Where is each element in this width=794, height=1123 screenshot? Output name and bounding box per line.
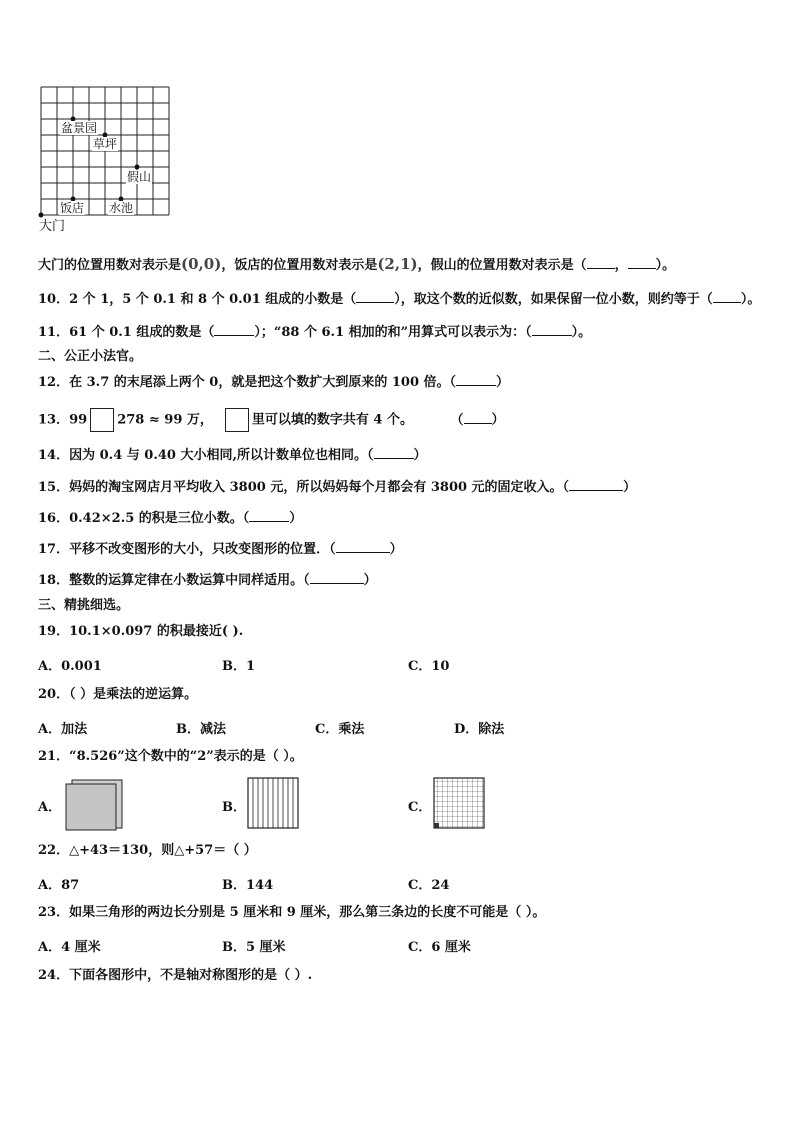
question-17 bbox=[38, 540, 403, 559]
q23-number: 23． bbox=[38, 905, 70, 920]
q20-option-c[interactable]: C．乘法 bbox=[315, 722, 365, 737]
q22-number: 22． bbox=[38, 843, 70, 858]
q21-option-a[interactable]: A． bbox=[38, 800, 62, 815]
question-20 bbox=[38, 686, 197, 704]
q23-option-b[interactable]: B．5 厘米 bbox=[222, 940, 286, 955]
q9-text-c: ，假山的位置用数对表示是（ bbox=[417, 258, 587, 273]
q20-number: 20． bbox=[38, 687, 70, 702]
q10-blank-1[interactable] bbox=[356, 290, 394, 303]
q18-close: ） bbox=[363, 573, 377, 588]
q20-option-b[interactable]: B．减法 bbox=[176, 722, 226, 737]
q9-text-a: 大门的位置用数对表示是 bbox=[38, 258, 182, 273]
q22-option-b[interactable]: B．144 bbox=[222, 878, 274, 893]
q9-blank-y[interactable] bbox=[628, 256, 656, 269]
q11-number: 11． bbox=[38, 325, 70, 340]
q14-text: 因为 0.4 与 0.40 大小相同,所以计数单位也相同。（ bbox=[69, 448, 374, 463]
q24-text: 下面各图形中，不是轴对称图形的是（ ）. bbox=[69, 968, 313, 983]
q13-blank[interactable] bbox=[464, 411, 492, 424]
q15-number: 15． bbox=[38, 480, 70, 495]
rockery-label: 假山 bbox=[127, 170, 152, 184]
q15-blank[interactable] bbox=[569, 478, 623, 491]
q24-number: 24． bbox=[38, 968, 70, 983]
section-3-heading: 三、精挑细选。 bbox=[38, 598, 130, 613]
hundred-grid bbox=[434, 778, 484, 828]
q19-option-b[interactable]: B．1 bbox=[222, 659, 256, 674]
q10-close: ）。 bbox=[740, 292, 761, 307]
question-13 bbox=[38, 408, 505, 433]
q13-text-b: 278 ≈ 99 万， bbox=[117, 412, 213, 428]
q9-text-b: ，饭店的位置用数对表示是 bbox=[221, 258, 378, 273]
restaurant-label: 饭店 bbox=[60, 201, 85, 215]
q16-blank[interactable] bbox=[249, 509, 289, 522]
q11-close: ）。 bbox=[571, 325, 592, 340]
q10-number: 10． bbox=[38, 292, 70, 307]
q12-text: 在 3.7 的末尾添上两个 0，就是把这个数扩大到原来的 100 倍。（ bbox=[69, 375, 457, 390]
q18-text: 整数的运算定律在小数运算中同样适用。（ bbox=[69, 573, 310, 588]
gate-label: 大门 bbox=[39, 219, 66, 234]
q23-option-c[interactable]: C．6 厘米 bbox=[408, 940, 471, 955]
question-15 bbox=[38, 478, 636, 497]
q22-option-c[interactable]: C．24 bbox=[408, 878, 450, 893]
q20-option-a[interactable]: A．加法 bbox=[38, 722, 88, 737]
question-9 bbox=[38, 255, 675, 275]
question-10 bbox=[38, 290, 760, 309]
q19-option-c[interactable]: C．10 bbox=[408, 659, 450, 674]
question-22 bbox=[38, 842, 257, 860]
q21-option-b[interactable]: B． bbox=[222, 800, 246, 815]
q21-option-c[interactable]: C． bbox=[408, 800, 432, 815]
q18-number: 18． bbox=[38, 573, 70, 588]
q9-blank-x[interactable] bbox=[587, 256, 615, 269]
q13-box-2[interactable] bbox=[225, 408, 249, 432]
q17-number: 17． bbox=[38, 542, 70, 557]
q16-close: ） bbox=[289, 511, 303, 526]
question-12 bbox=[38, 373, 509, 392]
question-18 bbox=[38, 571, 377, 590]
section-2-heading: 二、公正小法官。 bbox=[38, 349, 143, 364]
q15-text: 妈妈的淘宝网店月平均收入 3800 元，所以妈妈每个月都会有 3800 元的固定收入。（ bbox=[69, 480, 570, 495]
question-11 bbox=[38, 323, 591, 342]
q22-text: △+43＝130，则△+57＝（ ） bbox=[69, 843, 257, 858]
q21-text: “8.526”这个数中的“2”表示的是（ ）。 bbox=[69, 749, 303, 764]
shaded-cell bbox=[434, 823, 439, 828]
q9-math-b: (2,1) bbox=[377, 255, 418, 273]
q22-option-a[interactable]: A．87 bbox=[38, 878, 80, 893]
q13-box-1[interactable] bbox=[90, 408, 114, 432]
q9-close: ）。 bbox=[655, 258, 676, 273]
q12-close: ） bbox=[496, 375, 510, 390]
q9-comma: ， bbox=[614, 258, 628, 273]
garden-label: 盆景园 bbox=[61, 121, 98, 135]
location-map bbox=[30, 80, 180, 240]
map-grid-lines bbox=[41, 87, 169, 215]
q19-number: 19． bbox=[38, 624, 70, 639]
q9-math-a: (0,0) bbox=[181, 255, 222, 273]
question-19 bbox=[38, 623, 243, 641]
rockery-point bbox=[135, 165, 140, 170]
front-square bbox=[66, 784, 116, 830]
q23-option-a[interactable]: A．4 厘米 bbox=[38, 940, 101, 955]
q20-text: （ ）是乘法的逆运算。 bbox=[69, 687, 198, 702]
q21-figure-c-grid[interactable] bbox=[432, 776, 488, 830]
q12-blank[interactable] bbox=[456, 373, 496, 386]
q15-close: ） bbox=[623, 480, 637, 495]
q20-option-d[interactable]: D．除法 bbox=[454, 722, 505, 737]
pool-label: 水池 bbox=[109, 201, 134, 215]
q10-text-a: 2 个 1，5 个 0.1 和 8 个 0.01 组成的小数是（ bbox=[69, 292, 357, 307]
q11-text-a: 61 个 0.1 组成的数是（ bbox=[69, 325, 215, 340]
question-24 bbox=[38, 967, 312, 985]
q11-blank-1[interactable] bbox=[214, 323, 254, 336]
q12-number: 12． bbox=[38, 375, 70, 390]
q17-close: ） bbox=[389, 542, 403, 557]
q11-blank-2[interactable] bbox=[532, 323, 572, 336]
q16-number: 16． bbox=[38, 511, 70, 526]
q21-figure-b-strips[interactable] bbox=[246, 776, 302, 830]
q23-text: 如果三角形的两边长分别是 5 厘米和 9 厘米，那么第三条边的长度不可能是（ ）。 bbox=[69, 905, 546, 920]
q17-text: 平移不改变图形的大小，只改变图形的位置．（ bbox=[69, 542, 336, 557]
question-23 bbox=[38, 904, 545, 922]
question-14 bbox=[38, 446, 427, 465]
q14-number: 14． bbox=[38, 448, 70, 463]
q13-text-a: 99 bbox=[69, 412, 88, 428]
q13-text-c: 里可以填的数字共有 4 个。 bbox=[251, 412, 413, 428]
q11-text-b: ）；“88 个 6.1 相加的和”用算式可以表示为：（ bbox=[254, 325, 532, 340]
question-21 bbox=[38, 748, 303, 766]
lawn-label: 草坪 bbox=[93, 137, 118, 151]
q10-text-b: ），取这个数的近似数，如果保留一位小数，则约等于（ bbox=[394, 292, 713, 307]
q18-blank[interactable] bbox=[310, 571, 364, 584]
q21-figure-a-squares[interactable] bbox=[64, 778, 124, 832]
question-16 bbox=[38, 509, 302, 528]
q14-blank[interactable] bbox=[374, 446, 414, 459]
q14-close: ） bbox=[413, 448, 427, 463]
q13-number: 13． bbox=[38, 412, 70, 428]
gate-point bbox=[39, 213, 44, 218]
q21-number: 21． bbox=[38, 749, 70, 764]
q13-close: ） bbox=[491, 412, 505, 428]
q16-text: 0.42×2.5 的积是三位小数。（ bbox=[69, 511, 250, 526]
q17-blank[interactable] bbox=[336, 540, 390, 553]
q10-blank-2[interactable] bbox=[713, 290, 741, 303]
q19-text: 10.1×0.097 的积最接近( ). bbox=[69, 624, 244, 639]
q13-open: （ bbox=[457, 412, 464, 428]
q19-option-a[interactable]: A．0.001 bbox=[38, 659, 102, 674]
